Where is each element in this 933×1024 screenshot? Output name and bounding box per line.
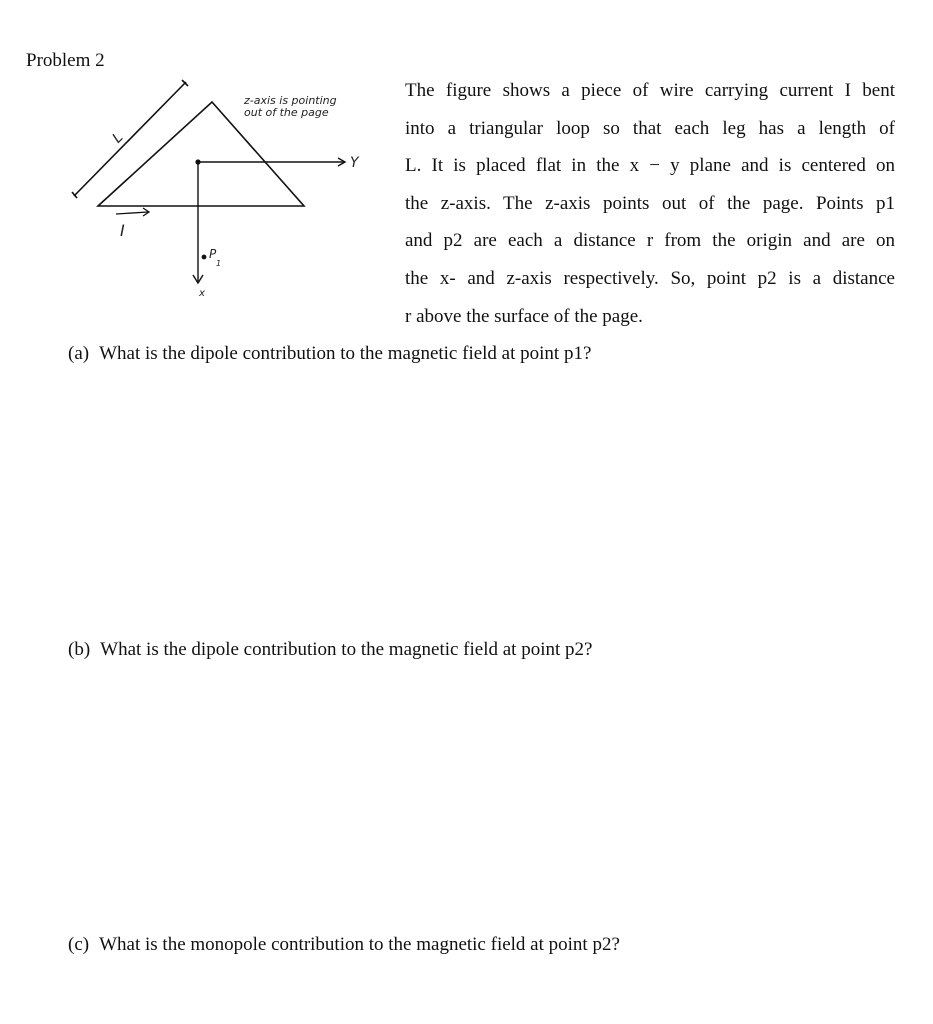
question-label: (c) — [68, 934, 90, 955]
z-axis-note-line1: z-axis is pointing — [244, 94, 337, 107]
x-axis-label: x — [199, 288, 205, 299]
description-line: r above the surface of the page. — [405, 305, 643, 327]
question-a — [68, 343, 591, 365]
question-text: What is the dipole contribution to the magnetic field at point p1? — [99, 343, 592, 364]
question-b — [68, 639, 592, 661]
question-c — [68, 934, 620, 956]
current-label: I — [120, 221, 125, 240]
description-line: and p2 are each a distance r from the origin and are on — [405, 230, 895, 252]
point-p1-label: P — [209, 247, 217, 261]
question-text: What is the dipole contribution to the magnetic field at point p2? — [100, 639, 593, 660]
problem-description — [405, 72, 895, 335]
z-axis-note-line2: out of the page — [244, 106, 329, 119]
leg-length-line — [74, 82, 186, 196]
point-p1-subscript: 1 — [216, 259, 222, 268]
problem-heading: Problem 2 — [26, 50, 105, 71]
leg-length-label: L — [109, 129, 127, 147]
description-line: L. It is placed flat in the x − y plane and is centered on — [405, 155, 895, 177]
figure-svg — [60, 70, 390, 310]
description-line: the z-axis. The z-axis points out of the page. Points p1 — [405, 192, 895, 214]
point-p1-dot — [202, 255, 207, 260]
question-label: (b) — [68, 639, 91, 660]
triangle-loop-figure — [60, 70, 390, 310]
question-text: What is the monopole contribution to the magnetic field at point p2? — [99, 934, 620, 955]
description-line: the x- and z-axis respectively. So, point p2 is a distance — [405, 267, 895, 289]
question-label: (a) — [68, 343, 90, 364]
y-axis-label: Y — [350, 155, 359, 171]
current-arrow — [116, 212, 148, 214]
description-line: into a triangular loop so that each leg has a length of — [405, 117, 895, 139]
description-line: The figure shows a piece of wire carrying current I bent — [405, 80, 895, 101]
